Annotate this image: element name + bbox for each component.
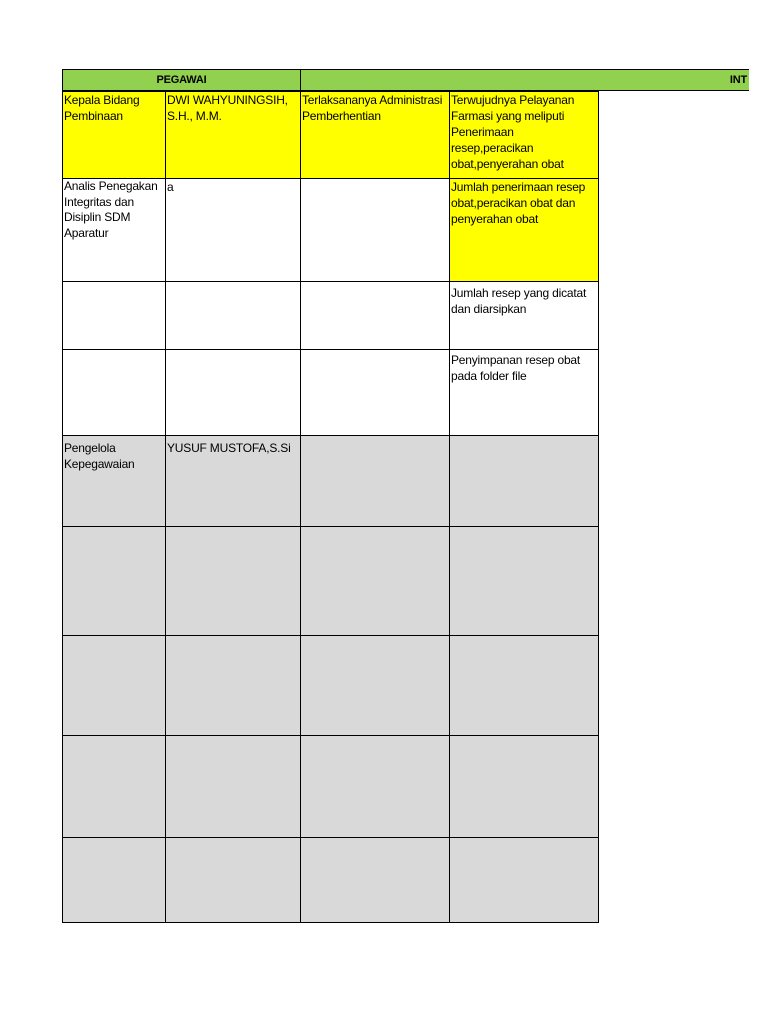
cell-r3-target[interactable] <box>300 281 450 350</box>
cell-r6-indikator[interactable] <box>449 526 599 636</box>
cell-r6-target[interactable] <box>300 526 450 636</box>
cell-r8-nama[interactable] <box>165 735 301 838</box>
header-pegawai[interactable]: PEGAWAI <box>62 69 301 91</box>
cell-r8-jabatan[interactable] <box>62 735 166 838</box>
header-int[interactable]: INT <box>300 69 749 91</box>
cell-r2-target[interactable] <box>300 178 450 282</box>
cell-r2-indikator[interactable]: Jumlah penerimaan resep obat,peracikan obat dan penyerahan obat <box>449 178 599 282</box>
cell-r1-indikator[interactable]: Terwujudnya Pelayanan Farmasi yang meliputi Penerimaan resep,peracikan obat,penyerahan obat <box>449 91 599 179</box>
cell-r2-nama[interactable]: a <box>165 178 301 282</box>
cell-r4-target[interactable] <box>300 349 450 436</box>
cell-r1-target[interactable]: Terlaksananya Administrasi Pemberhentian <box>300 91 450 179</box>
cell-r4-jabatan[interactable] <box>62 349 166 436</box>
cell-r1-nama[interactable]: DWI WAHYUNINGSIH, S.H., M.M. <box>165 91 301 179</box>
cell-r9-nama[interactable] <box>165 837 301 923</box>
cell-r8-indikator[interactable] <box>449 735 599 838</box>
cell-r7-indikator[interactable] <box>449 635 599 736</box>
cell-r4-nama[interactable] <box>165 349 301 436</box>
cell-r8-target[interactable] <box>300 735 450 838</box>
cell-r5-target[interactable] <box>300 435 450 527</box>
cell-r6-jabatan[interactable] <box>62 526 166 636</box>
cell-r7-jabatan[interactable] <box>62 635 166 736</box>
cell-r3-indikator[interactable]: Jumlah resep yang dicatat dan diarsipkan <box>449 281 599 350</box>
cell-r3-jabatan[interactable] <box>62 281 166 350</box>
cell-r2-jabatan[interactable]: Analis Penegakan Integritas dan Disiplin SDM Aparatur <box>62 178 166 282</box>
cell-r5-jabatan[interactable]: Pengelola Kepegawaian <box>62 435 166 527</box>
cell-r1-jabatan[interactable]: Kepala Bidang Pembinaan <box>62 91 166 179</box>
cell-r9-target[interactable] <box>300 837 450 923</box>
cell-r6-nama[interactable] <box>165 526 301 636</box>
cell-r4-indikator[interactable]: Penyimpanan resep obat pada folder file <box>449 349 599 436</box>
cell-r7-target[interactable] <box>300 635 450 736</box>
cell-r7-nama[interactable] <box>165 635 301 736</box>
cell-r9-indikator[interactable] <box>449 837 599 923</box>
cell-r5-indikator[interactable] <box>449 435 599 527</box>
cell-r3-nama[interactable] <box>165 281 301 350</box>
cell-r9-jabatan[interactable] <box>62 837 166 923</box>
cell-r5-nama[interactable]: YUSUF MUSTOFA,S.Si <box>165 435 301 527</box>
